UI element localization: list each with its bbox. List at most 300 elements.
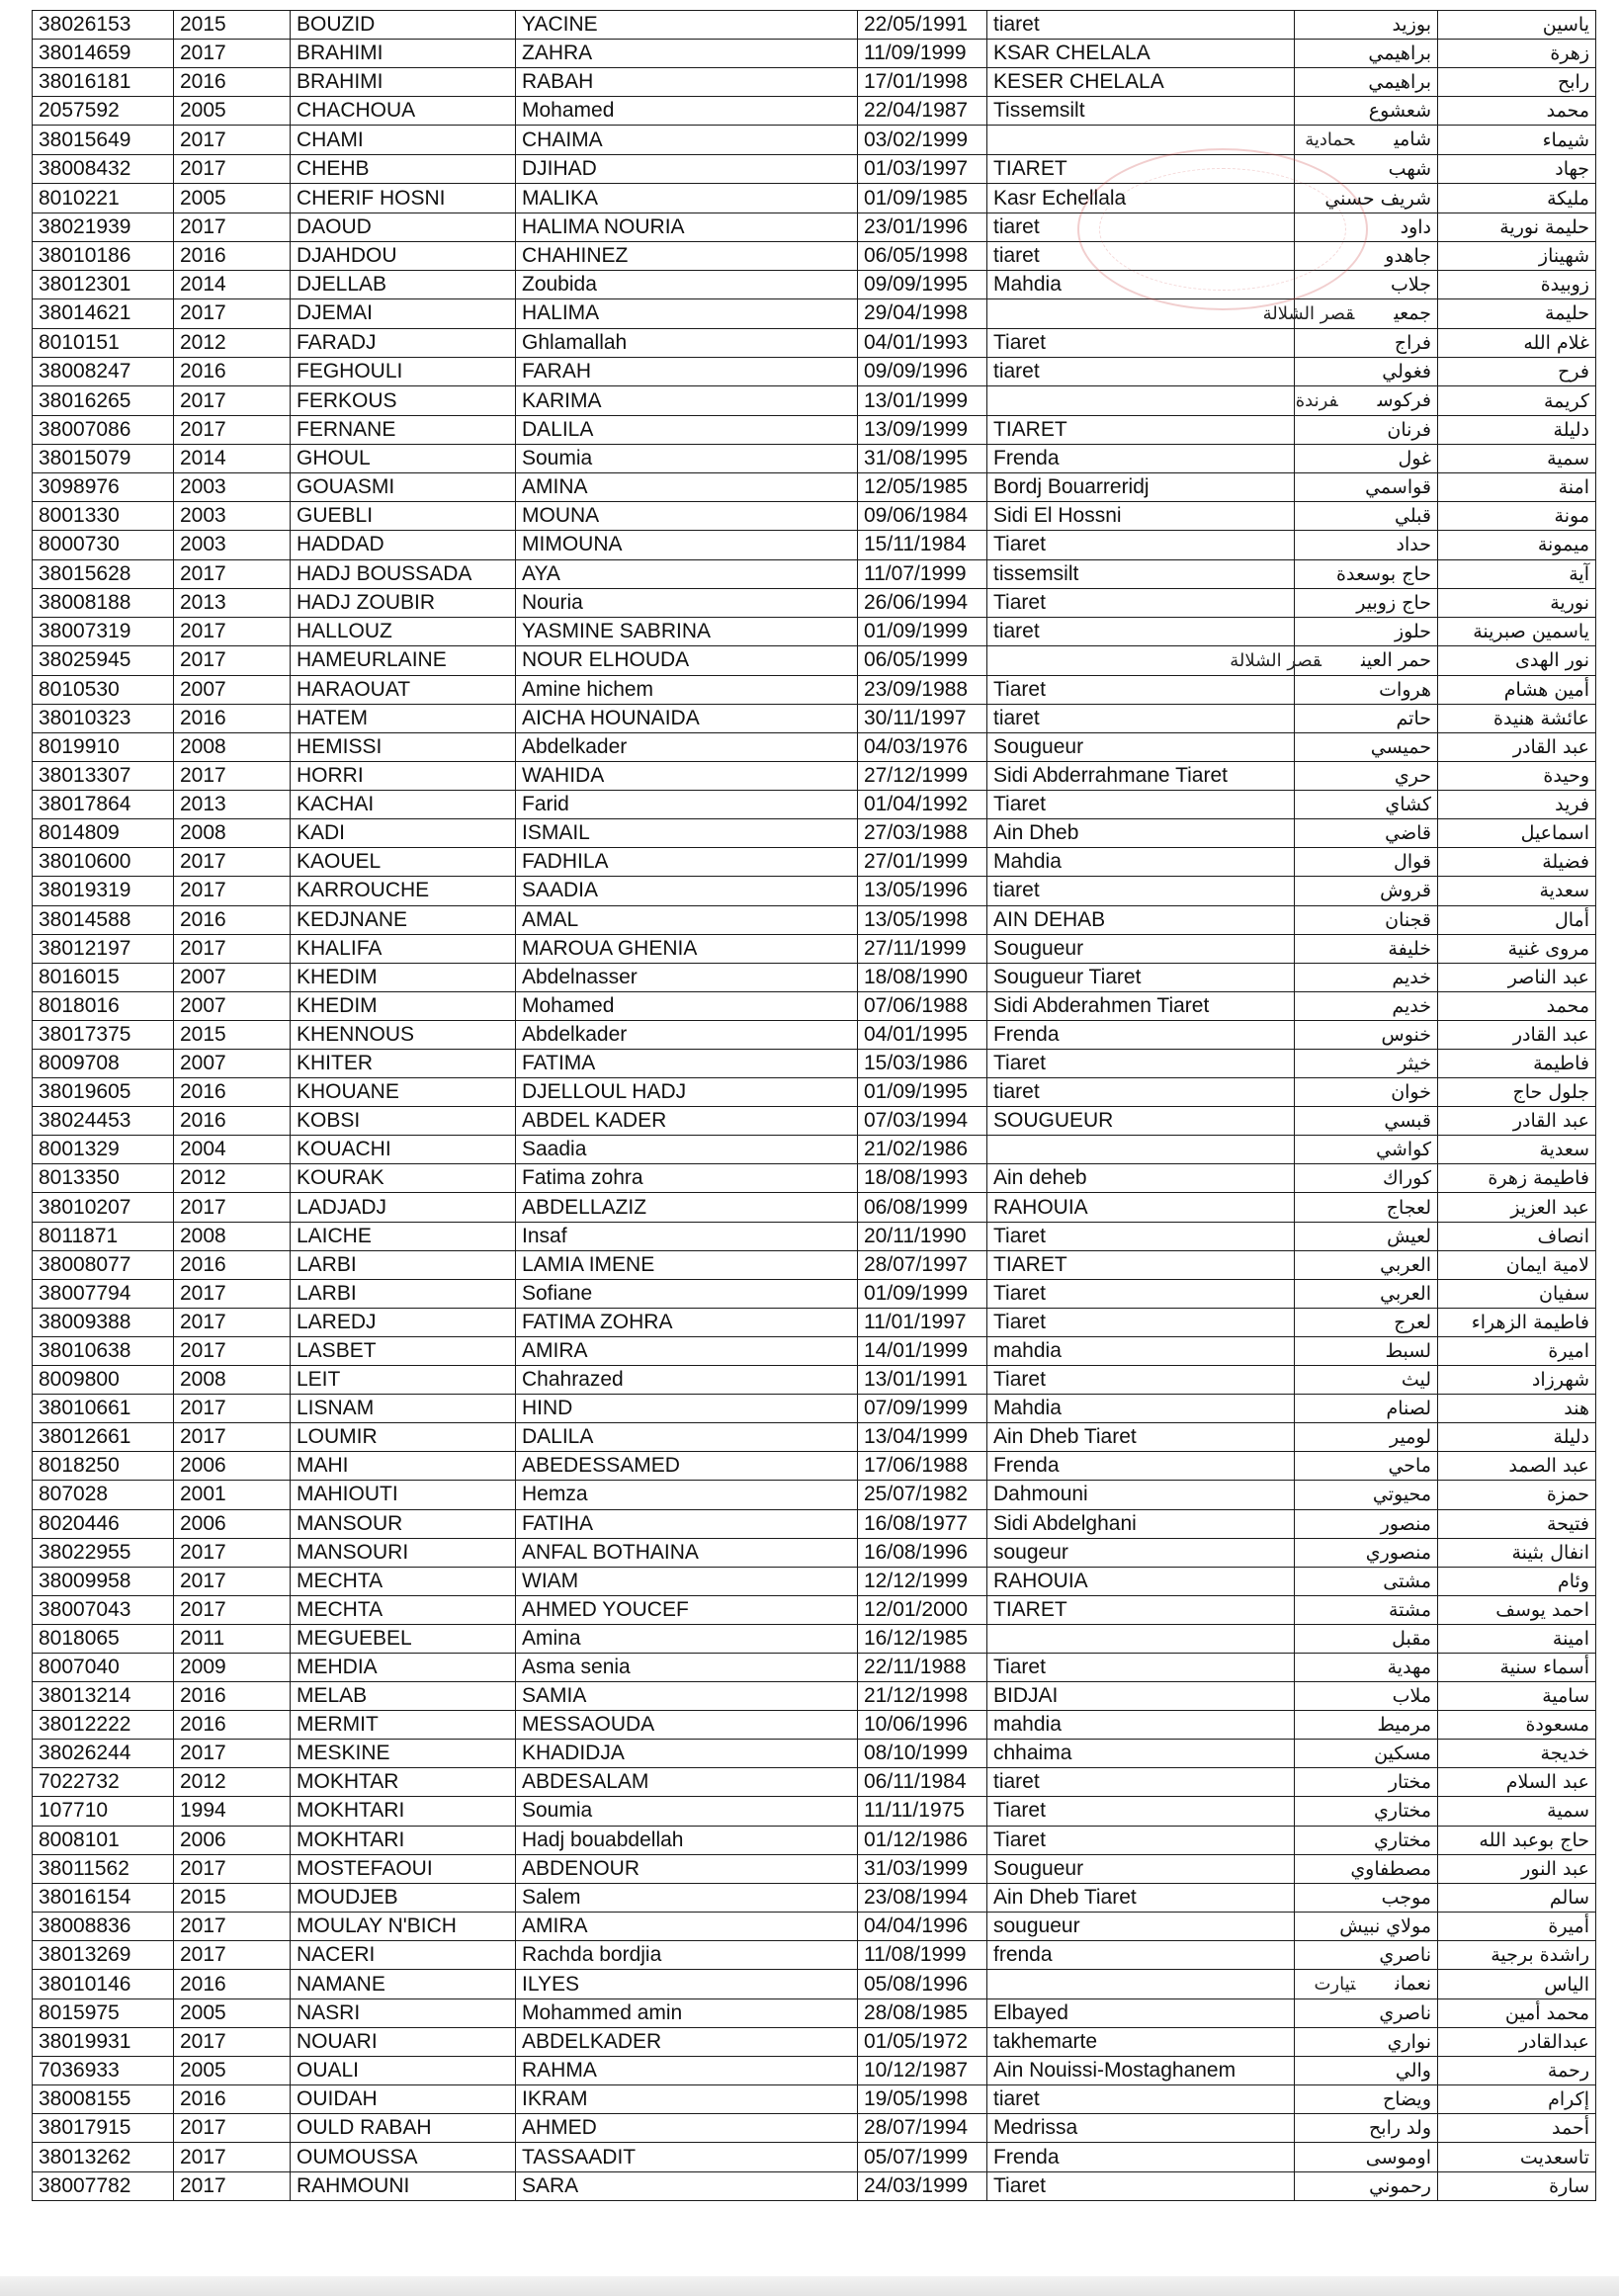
arabic-last-name-cell: [1295, 1797, 1438, 1826]
first-name-cell-text: NOUR ELHOUDA: [522, 648, 690, 672]
registration-number-cell-text: 807028: [39, 1483, 109, 1506]
table-row: [33, 1423, 1596, 1452]
last-name-cell: [291, 905, 516, 934]
birth-place-cell: [987, 1336, 1295, 1365]
last-name-cell: [291, 1740, 516, 1768]
birth-place-cell: [987, 1250, 1295, 1279]
first-name-cell: [516, 502, 858, 531]
first-name-cell: [516, 1336, 858, 1365]
table-row: [33, 1682, 1596, 1711]
arabic-first-name-cell: [1438, 963, 1596, 991]
arabic-last-name-cell-text: قوال: [1394, 851, 1431, 874]
first-name-cell-text: AMINA: [522, 475, 588, 499]
registration-number-cell-text: 8011871: [39, 1224, 119, 1247]
last-name-cell-text: GOUASMI: [297, 475, 395, 499]
year-cell: [174, 732, 291, 761]
arabic-last-name-cell-text: خليفة: [1388, 937, 1431, 960]
year-cell: [174, 819, 291, 848]
birth-date-cell-text: 16/08/1977: [864, 1511, 969, 1535]
year-cell: [174, 1395, 291, 1423]
arabic-first-name-cell: [1438, 1595, 1596, 1624]
year-cell-text: 2016: [180, 70, 226, 94]
first-name-cell: [516, 241, 858, 270]
year-cell-text: 2016: [180, 1713, 226, 1737]
first-name-cell-text: FATIHA: [522, 1511, 593, 1535]
last-name-cell-text: HADDAD: [297, 533, 384, 556]
last-name-cell: [291, 531, 516, 559]
arabic-last-name-cell-text: براهيمي: [1368, 71, 1431, 94]
registration-number-cell-text: 38017864: [39, 793, 131, 816]
first-name-cell-text: AHMED YOUCEF: [522, 1597, 689, 1621]
birth-place-cell: [987, 617, 1295, 645]
year-cell-text: 2016: [180, 243, 226, 267]
arabic-first-name-cell: [1438, 1740, 1596, 1768]
year-cell: [174, 877, 291, 905]
arabic-last-name-cell: [1295, 704, 1438, 732]
birth-date-cell: [858, 732, 987, 761]
table-row: [33, 991, 1596, 1020]
last-name-cell: [291, 2057, 516, 2085]
last-name-cell: [291, 2085, 516, 2114]
birth-date-cell: [858, 241, 987, 270]
year-cell: [174, 1452, 291, 1481]
table-row: [33, 905, 1596, 934]
last-name-cell-text: HEMISSI: [297, 735, 383, 759]
birth-place-cell-text: tiaret: [993, 243, 1040, 267]
year-cell: [174, 791, 291, 819]
year-cell: [174, 1768, 291, 1797]
birth-date-cell-text: 13/04/1999: [864, 1425, 969, 1449]
first-name-cell-text: AMAL: [522, 907, 579, 931]
birth-date-cell: [858, 1768, 987, 1797]
birth-place-cell-text: tissemsilt: [993, 561, 1079, 585]
table-row: [33, 270, 1596, 298]
last-name-cell-text: CHACHOUA: [297, 99, 416, 123]
arabic-first-name-cell-text: مروى غنية: [1507, 937, 1589, 960]
last-name-cell: [291, 416, 516, 445]
registration-number-cell: [33, 2114, 174, 2143]
year-cell: [174, 2143, 291, 2171]
birth-place-cell-text: Ain Dheb: [993, 821, 1079, 845]
table-row: [33, 762, 1596, 791]
year-cell: [174, 1854, 291, 1883]
registration-number-cell-text: 38007086: [39, 418, 131, 442]
registration-number-cell-text: 38010600: [39, 850, 131, 874]
year-cell: [174, 2028, 291, 2057]
table-row: [33, 298, 1596, 328]
first-name-cell-text: HALIMA NOURIA: [522, 214, 685, 238]
arabic-last-name-cell-text: العربي: [1380, 1253, 1431, 1276]
page-bottom-edge: [0, 2276, 1619, 2296]
registration-number-cell-text: 38025945: [39, 648, 131, 672]
arabic-last-name-cell-text: ولد رابح: [1369, 2117, 1431, 2140]
birth-date-cell: [858, 1136, 987, 1164]
year-cell-text: 2017: [180, 1310, 226, 1333]
birth-date-cell-text: 01/04/1992: [864, 793, 969, 816]
first-name-cell-text: Farid: [522, 793, 569, 816]
registration-number-cell-text: 8007040: [39, 1656, 120, 1679]
arabic-last-name-cell: [1295, 1481, 1438, 1509]
arabic-last-name-cell-text: محيوتي: [1372, 1484, 1431, 1506]
registration-number-cell: [33, 991, 174, 1020]
last-name-cell-text: NACERI: [297, 1942, 376, 1966]
registration-number-cell: [33, 531, 174, 559]
arabic-last-name-cell-text: خوان: [1391, 1081, 1431, 1104]
registration-number-cell-text: 8009708: [39, 1052, 120, 1075]
arabic-first-name-cell-text: سالم: [1549, 1886, 1589, 1909]
arabic-last-name-cell: [1295, 1193, 1438, 1222]
table-row: [33, 732, 1596, 761]
arabic-first-name-cell-text: زوبيدة: [1540, 273, 1589, 296]
registration-number-cell: [33, 1509, 174, 1538]
first-name-cell: [516, 617, 858, 645]
birth-place-cell-text: Tiaret: [993, 1799, 1046, 1823]
birth-place-cell: [987, 1883, 1295, 1912]
last-name-cell-text: HALLOUZ: [297, 619, 392, 642]
year-cell: [174, 1653, 291, 1681]
first-name-cell-text: Chahrazed: [522, 1368, 624, 1392]
first-name-cell-text: DALILA: [522, 418, 594, 442]
registration-number-cell-text: 38015079: [39, 447, 131, 470]
arabic-first-name-cell: [1438, 1711, 1596, 1740]
last-name-cell-text: KOURAK: [297, 1166, 384, 1190]
birth-place-cell-text: tiaret: [993, 359, 1040, 383]
year-cell: [174, 762, 291, 791]
birth-date-cell: [858, 1078, 987, 1107]
birth-place-cell: [987, 2171, 1295, 2200]
birth-date-cell-text: 10/06/1996: [864, 1713, 969, 1737]
arabic-first-name-cell-text: امينة: [1552, 1627, 1589, 1650]
birth-date-cell: [858, 11, 987, 40]
birth-date-cell: [858, 126, 987, 155]
birth-place-cell-text: TIARET: [993, 157, 1067, 181]
first-name-cell-text: AHMED: [522, 2116, 597, 2140]
table-row: [33, 1912, 1596, 1940]
arabic-first-name-cell: [1438, 97, 1596, 126]
arabic-first-name-cell-text: حليمة: [1545, 302, 1589, 325]
birth-place-cell: [987, 1653, 1295, 1681]
birth-place-cell-text: Tiaret: [993, 677, 1046, 701]
birth-place-cell-text: tiaret: [993, 879, 1040, 902]
arabic-place-note: تيارت: [1314, 1974, 1356, 1995]
registration-number-cell-text: 38016265: [39, 388, 131, 412]
first-name-cell: [516, 1624, 858, 1653]
arabic-last-name-cell-text: ملاب: [1392, 1685, 1431, 1708]
table-row: [33, 1711, 1596, 1740]
year-cell: [174, 126, 291, 155]
arabic-last-name-cell: [1295, 445, 1438, 473]
birth-place-cell-text: Sougueur Tiaret: [993, 965, 1142, 988]
birth-date-cell: [858, 2143, 987, 2171]
first-name-cell-text: ABDESALAM: [522, 1770, 649, 1794]
arabic-first-name-cell-text: حمزة: [1546, 1484, 1589, 1506]
table-row: [33, 791, 1596, 819]
last-name-cell: [291, 675, 516, 704]
arabic-first-name-cell: [1438, 68, 1596, 97]
arabic-first-name-cell-text: دليلة: [1553, 419, 1589, 442]
arabic-last-name-cell: [1295, 1740, 1438, 1768]
first-name-cell-text: KARIMA: [522, 388, 602, 412]
birth-date-cell: [858, 298, 987, 328]
year-cell: [174, 1279, 291, 1308]
year-cell: [174, 1423, 291, 1452]
arabic-first-name-cell: [1438, 445, 1596, 473]
last-name-cell-text: DJAHDOU: [297, 243, 397, 267]
arabic-last-name-cell: [1295, 1538, 1438, 1567]
arabic-last-name-cell-text: ليث: [1401, 1369, 1431, 1392]
arabic-last-name-cell: [1295, 1250, 1438, 1279]
last-name-cell-text: MEGUEBEL: [297, 1626, 412, 1650]
table-row: [33, 68, 1596, 97]
last-name-cell-text: DJEMAI: [297, 301, 374, 325]
birth-date-cell-text: 18/08/1990: [864, 965, 969, 988]
birth-date-cell: [858, 1711, 987, 1740]
registration-number-cell-text: 8019910: [39, 735, 120, 759]
birth-place-cell: [987, 1164, 1295, 1193]
arabic-first-name-cell-text: أسماء سنية: [1499, 1657, 1589, 1679]
registration-number-cell-text: 38010207: [39, 1195, 131, 1219]
year-cell: [174, 213, 291, 241]
year-cell: [174, 1682, 291, 1711]
arabic-last-name-cell-text: مسكين: [1374, 1743, 1431, 1765]
year-cell: [174, 241, 291, 270]
arabic-last-name-cell: [1295, 184, 1438, 213]
last-name-cell-text: HADJ BOUSSADA: [297, 561, 472, 585]
arabic-first-name-cell: [1438, 1423, 1596, 1452]
first-name-cell-text: AYA: [522, 561, 560, 585]
arabic-first-name-cell: [1438, 1336, 1596, 1365]
arabic-last-name-cell-text: قروش: [1380, 880, 1431, 902]
year-cell: [174, 1595, 291, 1624]
year-cell-text: 2015: [180, 1885, 226, 1909]
first-name-cell: [516, 1711, 858, 1740]
first-name-cell-text: MESSAOUDA: [522, 1713, 655, 1737]
first-name-cell: [516, 2057, 858, 2085]
birth-place-cell: [987, 1050, 1295, 1078]
first-name-cell: [516, 298, 858, 328]
birth-date-cell: [858, 270, 987, 298]
birth-date-cell: [858, 1509, 987, 1538]
year-cell: [174, 848, 291, 877]
arabic-first-name-cell: [1438, 934, 1596, 963]
arabic-first-name-cell-text: فرح: [1558, 360, 1589, 383]
birth-date-cell: [858, 1481, 987, 1509]
year-cell-text: 2003: [180, 504, 226, 528]
first-name-cell-text: ISMAIL: [522, 821, 590, 845]
arabic-last-name-cell: [1295, 877, 1438, 905]
arabic-last-name-cell: [1295, 1826, 1438, 1854]
birth-place-cell-text: Sougueur: [993, 936, 1084, 960]
last-name-cell-text: NASRI: [297, 2001, 361, 2025]
table-row: [33, 2057, 1596, 2085]
birth-place-cell-text: Frenda: [993, 1454, 1060, 1478]
table-row: [33, 1740, 1596, 1768]
last-name-cell-text: MELAB: [297, 1684, 368, 1708]
arabic-first-name-cell-text: نور الهدى: [1515, 649, 1589, 672]
birth-place-cell: [987, 155, 1295, 184]
registration-number-cell: [33, 1940, 174, 1969]
arabic-last-name-cell-text: والي: [1395, 2060, 1431, 2083]
birth-date-cell: [858, 819, 987, 848]
arabic-last-name-cell: [1295, 1279, 1438, 1308]
year-cell-text: 2001: [180, 1483, 226, 1506]
last-name-cell-text: BRAHIMI: [297, 70, 383, 94]
registration-number-cell-text: 8016015: [39, 965, 120, 988]
last-name-cell: [291, 1567, 516, 1595]
last-name-cell: [291, 1624, 516, 1653]
arabic-last-name-cell: [1295, 819, 1438, 848]
arabic-first-name-cell: [1438, 531, 1596, 559]
arabic-last-name-cell: [1295, 1912, 1438, 1940]
registration-number-cell: [33, 675, 174, 704]
table-row: [33, 1624, 1596, 1653]
registration-number-cell-text: 38012222: [39, 1713, 131, 1737]
birth-place-cell-text: tiaret: [993, 619, 1040, 642]
birth-place-cell-text: chhaima: [993, 1742, 1072, 1765]
birth-place-cell: [987, 1136, 1295, 1164]
table-row: [33, 445, 1596, 473]
birth-place-cell: [987, 819, 1295, 848]
birth-date-cell-text: 29/04/1998: [864, 301, 969, 325]
first-name-cell-text: Mohammed amin: [522, 2001, 683, 2025]
birth-date-cell: [858, 97, 987, 126]
birth-place-cell-text: Sougueur: [993, 1856, 1084, 1880]
table-row: [33, 934, 1596, 963]
registration-number-cell-text: 8013350: [39, 1166, 120, 1190]
arabic-last-name-cell: [1295, 1366, 1438, 1395]
registration-number-cell: [33, 1768, 174, 1797]
arabic-last-name-cell: [1295, 1423, 1438, 1452]
year-cell: [174, 1883, 291, 1912]
arabic-last-name-cell-text: نواري: [1387, 2031, 1431, 2054]
first-name-cell-text: Mohamed: [522, 993, 615, 1017]
first-name-cell: [516, 1395, 858, 1423]
arabic-first-name-cell-text: ياسمين صبرينة: [1473, 620, 1589, 642]
year-cell-text: 2015: [180, 1022, 226, 1046]
birth-date-cell: [858, 1107, 987, 1136]
first-name-cell: [516, 1567, 858, 1595]
year-cell-text: 2017: [180, 1569, 226, 1592]
registration-number-cell: [33, 1682, 174, 1711]
first-name-cell-text: Ghlamallah: [522, 330, 628, 354]
birth-place-cell-text: TIARET: [993, 1252, 1067, 1276]
first-name-cell-text: ILYES: [522, 1972, 579, 1996]
arabic-last-name-cell: [1295, 1595, 1438, 1624]
arabic-last-name-cell: [1295, 934, 1438, 963]
birth-place-cell: [987, 1999, 1295, 2028]
arabic-first-name-cell: [1438, 791, 1596, 819]
birth-date-cell: [858, 2028, 987, 2057]
registration-number-cell: [33, 241, 174, 270]
arabic-first-name-cell: [1438, 213, 1596, 241]
table-row: [33, 1452, 1596, 1481]
birth-place-cell-text: Tiaret: [993, 533, 1046, 556]
year-cell-text: 2014: [180, 272, 226, 296]
last-name-cell: [291, 502, 516, 531]
first-name-cell: [516, 1078, 858, 1107]
birth-date-cell-text: 06/05/1999: [864, 648, 969, 672]
birth-place-cell: [987, 1854, 1295, 1883]
birth-date-cell: [858, 531, 987, 559]
arabic-last-name-cell-text: مختار: [1388, 1771, 1431, 1794]
birth-date-cell: [858, 1050, 987, 1078]
first-name-cell: [516, 97, 858, 126]
year-cell-text: 2017: [180, 1597, 226, 1621]
arabic-first-name-cell-text: عبدالقادر: [1518, 2031, 1589, 2054]
first-name-cell: [516, 1308, 858, 1336]
year-cell: [174, 1509, 291, 1538]
registration-number-cell-text: 8008101: [39, 1828, 120, 1851]
table-row: [33, 97, 1596, 126]
first-name-cell: [516, 732, 858, 761]
arabic-last-name-cell-text: رحموني: [1369, 2174, 1431, 2197]
first-name-cell: [516, 1222, 858, 1250]
registration-number-cell-text: 7022732: [39, 1770, 120, 1794]
candidate-table-body: [33, 11, 1596, 2201]
birth-place-cell-text: mahdia: [993, 1713, 1062, 1737]
birth-place-cell-text: Tiaret: [993, 1828, 1046, 1851]
first-name-cell-text: HIND: [522, 1397, 573, 1420]
registration-number-cell-text: 8001329: [39, 1138, 120, 1161]
registration-number-cell-text: 38015628: [39, 561, 131, 585]
year-cell: [174, 1164, 291, 1193]
arabic-first-name-cell-text: دليلة: [1553, 1426, 1589, 1449]
birth-date-cell-text: 21/12/1998: [864, 1684, 969, 1708]
birth-date-cell-text: 14/01/1999: [864, 1338, 969, 1362]
arabic-first-name-cell-text: مسعودة: [1525, 1714, 1589, 1737]
last-name-cell: [291, 1078, 516, 1107]
first-name-cell: [516, 675, 858, 704]
year-cell-text: 2008: [180, 821, 226, 845]
birth-place-cell: [987, 2143, 1295, 2171]
year-cell: [174, 1999, 291, 2028]
arabic-last-name-cell-text: اوموسى: [1365, 2146, 1431, 2168]
arabic-last-name-cell: [1295, 11, 1438, 40]
birth-date-cell: [858, 2057, 987, 2085]
birth-date-cell: [858, 1740, 987, 1768]
arabic-first-name-cell: [1438, 1107, 1596, 1136]
last-name-cell-text: KEDJNANE: [297, 907, 408, 931]
first-name-cell-text: SAMIA: [522, 1684, 587, 1708]
arabic-last-name-cell-text: قبسي: [1384, 1110, 1431, 1133]
arabic-last-name-cell: [1295, 68, 1438, 97]
year-cell-text: 2008: [180, 1368, 226, 1392]
birth-place-cell: [987, 1395, 1295, 1423]
birth-place-cell: [987, 963, 1295, 991]
first-name-cell-text: Hemza: [522, 1483, 588, 1506]
first-name-cell: [516, 819, 858, 848]
registration-number-cell: [33, 445, 174, 473]
first-name-cell: [516, 1595, 858, 1624]
birth-date-cell-text: 31/08/1995: [864, 447, 969, 470]
birth-place-cell-text: Tiaret: [993, 793, 1046, 816]
table-row: [33, 2114, 1596, 2143]
last-name-cell-text: LARBI: [297, 1281, 357, 1305]
arabic-first-name-cell-text: سمية: [1547, 448, 1589, 470]
registration-number-cell: [33, 1538, 174, 1567]
arabic-first-name-cell-text: سعدية: [1539, 1139, 1589, 1161]
arabic-first-name-cell-text: انصاف: [1537, 1225, 1589, 1247]
arabic-first-name-cell: [1438, 11, 1596, 40]
arabic-last-name-cell: [1295, 531, 1438, 559]
table-row: [33, 1768, 1596, 1797]
first-name-cell: [516, 473, 858, 502]
birth-place-cell-text: BIDJAI: [993, 1684, 1059, 1708]
year-cell: [174, 1797, 291, 1826]
year-cell-text: 2017: [180, 936, 226, 960]
registration-number-cell: [33, 1308, 174, 1336]
birth-date-cell-text: 06/05/1998: [864, 243, 969, 267]
